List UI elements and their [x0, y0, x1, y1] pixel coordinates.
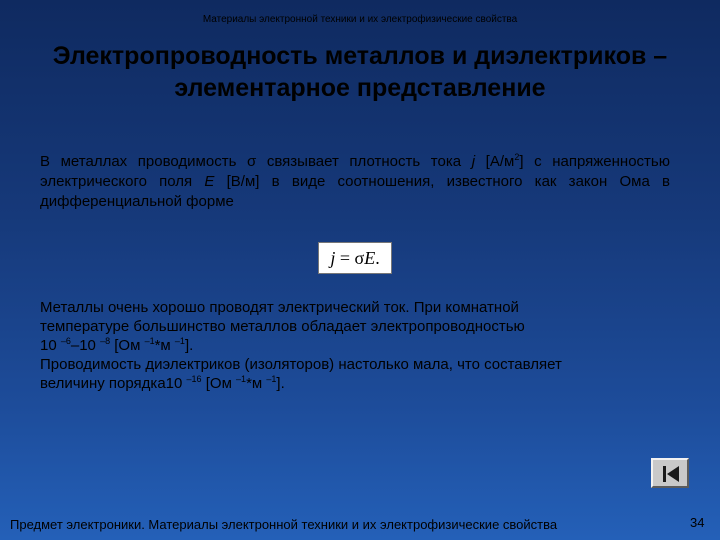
formula-equals-sigma: = σ — [335, 248, 365, 268]
metal-unit-m-exp: –1 — [174, 336, 185, 346]
formula-e: E — [364, 248, 376, 268]
conductivity-paragraph — [40, 298, 690, 393]
first-slide-icon — [661, 464, 681, 484]
para2-line-2: температуре большинство металлов обладает электропроводностью — [40, 318, 525, 335]
metal-conductivity-base: 10 — [40, 337, 61, 354]
metal-conductivity-range: –10 — [70, 337, 101, 354]
dielectric-conductivity-exp: –16 — [186, 374, 202, 384]
metal-unit-ohm: [Ом — [110, 337, 145, 354]
page-number: 34 — [690, 515, 705, 530]
dielectric-conductivity-base: величину порядка10 — [40, 375, 187, 392]
dielectric-unit-ohm-exp: –1 — [236, 374, 247, 384]
para1-text-4: [В/м] в виде соотношения, известного как закон Ома в дифференциальной форме — [40, 173, 670, 210]
para1-superscript: 2 — [514, 152, 520, 162]
para2-line-1: Металлы очень хорошо проводят электрический ток. При комнатной — [40, 299, 519, 316]
slide-title-line-2: элементарное представление — [174, 74, 546, 102]
slide-footer: Предмет электроники. Материалы электронной техники и их электрофизические свойства — [10, 517, 558, 532]
slide-title — [10, 40, 710, 104]
formula-j: j — [330, 248, 336, 268]
metal-conductivity-exp-1: –6 — [60, 336, 71, 346]
dielectric-unit-m-exp: –1 — [266, 374, 277, 384]
ohm-law-intro-paragraph — [40, 152, 670, 212]
metal-unit-close: ]. — [184, 337, 194, 354]
first-slide-button[interactable] — [651, 458, 689, 488]
para1-text-2: [А/м — [475, 153, 515, 170]
slide-header: Материалы электронной техники и их электрофизические свойства — [202, 14, 518, 25]
slide-title-line-1: Электропроводность металлов и диэлектриков – — [52, 42, 668, 70]
para1-text-3: ] с напряженностью электрического поля — [40, 153, 670, 190]
ohm-law-formula — [318, 242, 392, 274]
metal-conductivity-exp-2: –8 — [100, 336, 111, 346]
formula-dot: . — [375, 248, 380, 268]
field-strength-symbol: E — [204, 173, 215, 190]
para2-line-3 — [40, 336, 690, 355]
para2-line-4: Проводимость диэлектриков (изоляторов) настолько мала, что составляет — [40, 356, 562, 373]
metal-unit-m: *м — [154, 337, 175, 354]
metal-unit-ohm-exp: –1 — [144, 336, 155, 346]
para2-line-5 — [40, 374, 690, 393]
para1-text-1: В металлах проводимость σ связывает плотность тока — [40, 153, 472, 170]
dielectric-unit-m: *м — [246, 375, 267, 392]
dielectric-unit-close: ]. — [276, 375, 285, 392]
dielectric-unit-ohm: [Ом — [201, 375, 237, 392]
current-density-symbol: j — [471, 153, 476, 170]
